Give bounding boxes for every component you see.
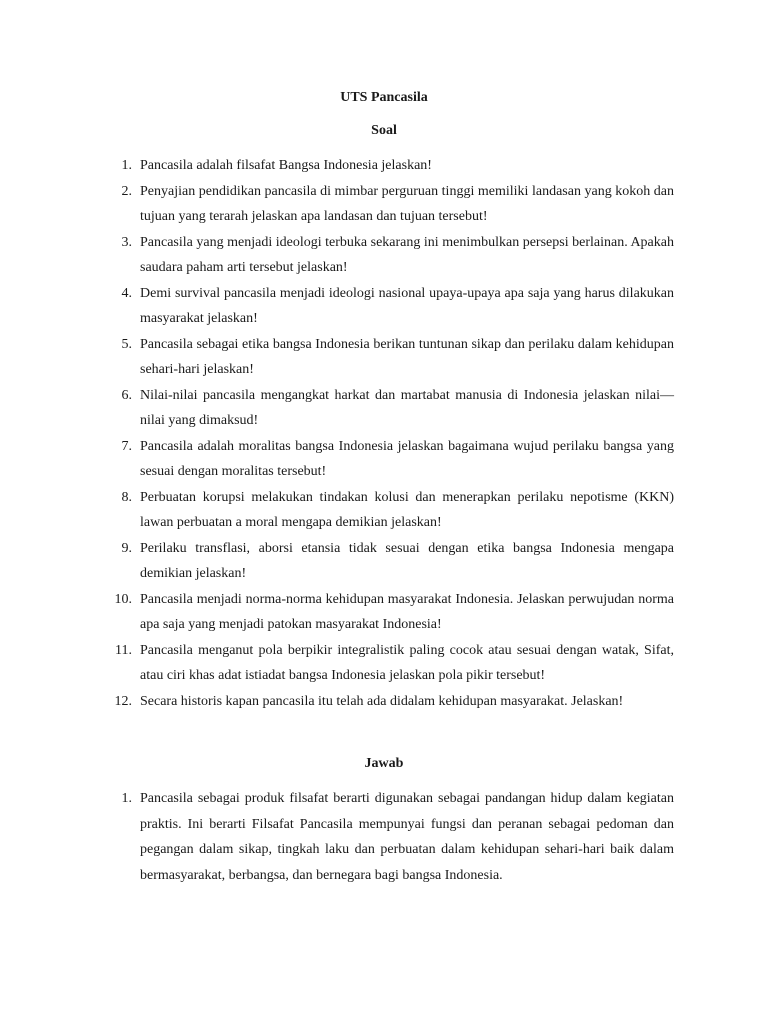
question-item [0,434,768,485]
question-text: Pancasila adalah moralitas bangsa Indonesia jelaskan bagaimana wujud perilaku bangsa yang sesuai dengan moralitas tersebut! [140,438,674,479]
question-number: 9. [121,540,132,556]
question-number: 3. [121,234,132,250]
question-text: Secara historis kapan pancasila itu telah ada didalam kehidupan masyarakat. Jelaskan! [140,693,624,709]
question-text: Perbuatan korupsi melakukan tindakan kolusi dan menerapkan perilaku nepotisme (KKN) lawan perbuatan a moral mengapa demikian jelaskan! [140,489,674,530]
document-title: UTS Pancasila [340,90,428,105]
questions-list [0,153,768,714]
question-text: Demi survival pancasila menjadi ideologi nasional upaya-upaya apa saja yang harus dilakukan masyarakat jelaskan! [140,285,674,326]
question-text: Pancasila menganut pola berpikir integralistik paling cocok atau sesuai dengan watak, Sifat, atau ciri khas adat istiadat bangsa Indonesia jelaskan pola pikir tersebut! [140,642,674,683]
answer-number: 1. [121,791,132,806]
answer-text: Pancasila sebagai produk filsafat berarti digunakan sebagai pandangan hidup dalam kegiatan praktis. Ini berarti Filsafat Pancasila mempunyai fungsi dan peranan sebagai pedoman dan pegangan dalam sikap, tingkah laku dan perbuatan dalam kehidupan sehari-hari baik dalam bermasyarakat, berbangsa, dan bernegara bagi bangsa Indonesia. [140,791,674,883]
question-number: 10. [114,591,132,607]
question-number: 6. [121,387,132,403]
question-text: Pancasila yang menjadi ideologi terbuka sekarang ini menimbulkan persepsi berlainan. Apakah saudara paham arti tersebut jelaskan! [140,234,674,275]
question-item [0,230,768,281]
question-item [0,332,768,383]
question-text: Pancasila sebagai etika bangsa Indonesia berikan tuntunan sikap dan perilaku dalam kehidupan sehari-hari jelaskan! [140,336,674,377]
question-number: 11. [115,642,132,658]
question-text: Penyajian pendidikan pancasila di mimbar perguruan tinggi memiliki landasan yang kokoh dan tujuan yang terarah jelaskan apa landasan dan tujuan tersebut! [140,183,674,224]
question-text: Pancasila menjadi norma-norma kehidupan masyarakat Indonesia. Jelaskan perwujudan norma apa saja yang menjadi patokan masyarakat Indonesia! [140,591,674,632]
jawab-heading: Jawab [364,756,404,771]
question-number: 5. [121,336,132,352]
question-number: 7. [121,438,132,454]
question-item [0,689,768,715]
question-item [0,536,768,587]
question-item [0,179,768,230]
question-number: 12. [114,693,132,709]
answers-list [0,786,768,888]
question-text: Perilaku transflasi, aborsi etansia tidak sesuai dengan etika bangsa Indonesia mengapa demikian jelaskan! [140,540,674,581]
question-number: 4. [121,285,132,301]
question-item [0,638,768,689]
question-text: Nilai-nilai pancasila mengangkat harkat dan martabat manusia di Indonesia jelaskan nilai—nilai yang dimaksud! [140,387,674,428]
question-item [0,485,768,536]
question-number: 1. [121,158,132,173]
soal-heading: Soal [371,123,397,138]
question-item [0,587,768,638]
question-number: 8. [121,489,132,505]
question-item [0,153,768,179]
question-text: Pancasila adalah filsafat Bangsa Indonesia jelaskan! [140,158,432,173]
question-item [0,383,768,434]
question-item [0,281,768,332]
question-number: 2. [121,183,132,199]
answer-item [0,786,768,888]
